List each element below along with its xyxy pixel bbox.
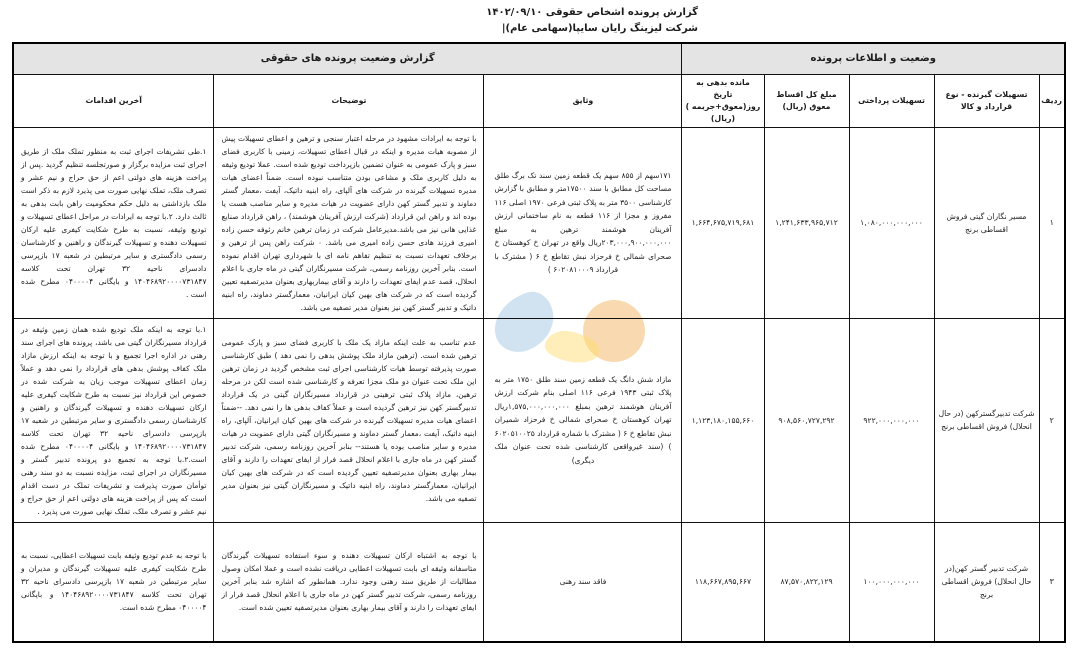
borrower-name: مسیر نگاران گیتی — [969, 211, 1027, 221]
group-header-legal-status: گزارش وضعیت پرونده های حقوقی — [13, 43, 682, 74]
last-actions-cell: با توجه به عدم تودیع وثیقه بابت تسهیلات اعطایی، نسبت به طرح شکایت کیفری علیه تسهیلات گیرندگان و مدیران و سایر مرتبطین در شعبه ۱۷ بازپرسی دادسرای ناحیه ۳۲ تهران تحت کلاسه ۱۴۰۴۶۸۹۲۰۰۰۰۷۳۱۸۴۷ و بایگانی ۰۴۰۰۰۰۴ مطرح شده است. — [13, 522, 214, 642]
paid-amount-cell: ۹۲۲,۰۰۰,۰۰۰,۰۰۰ — [849, 318, 934, 522]
col-header-comments: توضیحات — [214, 74, 484, 127]
borrower-name: شرکت تدبیر گستر کهن(در حال انحلال) — [944, 564, 1032, 587]
row-number-cell: ۳ — [1039, 522, 1065, 642]
borrower-cell — [934, 522, 1039, 642]
borrower-cell — [934, 127, 1039, 318]
overdue-installments-cell: ۱,۲۴۱,۶۳۳,۹۶۵,۷۱۲ — [764, 127, 849, 318]
contract-type: فروش اقساطی برنج — [946, 211, 1008, 234]
legal-cases-table — [12, 42, 1066, 643]
col-header-paid-facilities: تسهیلات پرداختی — [849, 74, 934, 127]
report-title: گزارش پرونده اشخاص حقوقی ۱۴۰۲/۰۹/۱۰ — [486, 7, 698, 18]
last-actions-cell: ۱.طی تشریفات اجرای ثبت به منظور تملک ملک از طریق اجرای ثبت مزایده برگزار و صورتجلسه تنظیم گردید .پس از پراخت هزینه های دولتی اعم از حق حراج و نیم عشر و تصرف ملک، تملک نهایی صورت می پذیرد لازم به ذکر است ملک بازداشتی به دلیل حکم محکومیت راهن بابت بدهی به ثالث دارد. ۲.با توجه به ایرادات در مراحل اعطای تسهیلات و تودیع وثیقه، نسبت به طرح شکایت کیفری علیه ارکان تسهیلات دهنده و تسهیلات گیرندگان و راهنین و کارشناسان رسمی دادگستری و سایر مرتبطین در شعبه ۱۷ بازپرسی دادسرای ناحیه ۳۲ تهران تحت کلاسه ۱۴۰۴۶۸۹۲۰۰۰۰۷۳۱۸۴۷ و بایگانی ۰۴۰۰۰۰۴ مطرح شده است . — [13, 127, 214, 318]
case-row-1 — [13, 127, 1065, 318]
group-header-case-info: وضعیت و اطلاعات پرونده — [682, 43, 1065, 74]
contract-type: فروش اقساطی برنج — [941, 577, 994, 600]
overdue-installments-cell: ۸۷,۵۷۰,۸۲۲,۱۲۹ — [764, 522, 849, 642]
company-name: شرکت لیزینگ رایان سایپا(سهامی عام)| — [501, 23, 698, 34]
col-header-collateral: وثایق — [484, 74, 682, 127]
col-header-borrower: تسهیلات گیرنده - نوع قرارداد و کالا — [934, 74, 1039, 127]
paid-amount-cell: ۱,۰۸۰,۰۰۰,۰۰۰,۰۰۰ — [849, 127, 934, 318]
comments-cell: عدم تناسب به علت اینکه مازاد یک ملک با کاربری فضای سبز و پارک عمومی ترهین شده است. (ترهین مازاد ملک پوشش بدهی را نمی دهد ) طبق کارشناسی صورت پذیرفته توسط هیات کارشناسی اجرای ثبت مشخص گردید در زمان ترهین این ملک تحت عنوان دو ملک مجزا تعرفه و کارشناسی شده است لکن در مرحله ترهین، مازاد پلاک ثبتی ترهینی در قرارداد مسیرنگاران گیتی در یک قرارداد تدبیرگستر کهن نیز ترهین گردیده است و عملاً کفاف بدهی ها را نمی دهد. --ضمناً اعضای هیات مدیره تسهیلات گیرنده در شرکت های بهین کیان ایرانیان، آلپای، راه ابنیه داتیک، آیفت ،معمار گستر دماوند و مسیرنگاران گیتی دارای عضویت در هیات مدیره و سایر مناصب بوده یا هستند-- بنابر آخرین روزنامه رسمی، شرکت تدبیر گستر کهن در ماه جاری با اعلام انحلال قصد فرار از ایفای تعهدات را دارند و آقای بیمار بهاری بعنوان مدیرتصفیه تعیین گردیده است که در شرکت های بهین کیان ایرانیان، معمارگستر دماوند، راه ابنیه داتیک و مسیرنگاران گیتی نیز بعنوان مدیر تصفیه می باشد. — [214, 318, 484, 522]
last-actions-cell: ۱.با توجه به اینکه ملک تودیع شده همان زمین وثیقه در قرارداد مسیرنگاران گیتی می باشد، پرونده های اجرای سند رهنی در اداره اجرا تجمیع و با توجه به اینکه ارزش مازاد ملک کفاف پوشش بدهی های قرارداد را نمی دهد و عملاً زمان اعطای تسهیلات موجب زیان به شرکت شده در خصوص این قرارداد نیز نسبت به طرح شکایت کیفری علیه ارکان تسهیلات دهنده و تسهیلات گیرندگان و راهنین و کارشناسان رسمی دادگستری و سایر مرتبطین در شعبه ۱۷ بازپرسی دادسرای ناحیه ۳۲ تهران تحت کلاسه ۱۴۰۴۶۸۹۲۰۰۰۰۷۳۱۸۴۷ و بایگانی ۰۴۰۰۰۰۴ مطرح شده است.۲.با توجه به تجمیع دو پرونده تدبیر گستر و مسیرنگاران در اجرای ثبت، مزایده نسبت به دو سند رهنی توأمان صورت پذیرفت و تشریفات تملک در دست اقدام است که پس از پراخت هزینه های دولتی اعم از حق حراج و نیم عشر و تصرف ملک، تملک نهایی صورت می پذیرد . — [13, 318, 214, 522]
contract-type: فروش اقساطی برنج — [941, 422, 1008, 431]
paid-amount-cell: ۱۰۰,۰۰۰,۰۰۰,۰۰۰ — [849, 522, 934, 642]
col-header-balance: مانده بدهی به تاریخ روز(معوق+جریمه ) (ریال) — [682, 74, 764, 127]
balance-cell: ۱,۱۲۳,۱۸۰,۱۵۵,۶۶۰ — [682, 318, 764, 522]
col-header-overdue-installments: مبلغ کل اقساط معوق (ریال) — [764, 74, 849, 127]
balance-cell: ۱۱۸,۶۶۷,۸۹۵,۶۶۷ — [682, 522, 764, 642]
borrower-name: شرکت تدبیرگسترکهن (در حال انحلال) — [938, 409, 1035, 431]
case-row-2 — [13, 318, 1065, 522]
comments-cell: با توجه به اشتباه ارکان تسهیلات دهنده و سوء استفاده تسهیلات گیرندگان متاسفانه وثیقه ای بابت تسهیلات اعطایی دریافت نشده است و عملا امکان وصول مطالبات از طریق سند رهنی وجود ندارد. همانطور که اشاره شد بنابر آخرین روزنامه رسمی، شرکت تدبیر گستر کهن در ماه جاری با اعلام انحلال قصد فرار از ایفای تعهدات را دارند و آقای بیمار بهاری بعنوان مدیرتصفیه تعیین شده است. — [214, 522, 484, 642]
group-header-row — [13, 43, 1065, 74]
col-header-last-actions: آخرین اقدامات — [13, 74, 214, 127]
balance-cell: ۱,۶۶۴,۶۷۵,۷۱۹,۶۸۱ — [682, 127, 764, 318]
borrower-cell — [934, 318, 1039, 522]
column-header-row — [13, 74, 1065, 127]
collateral-cell: مازاد شش دانگ یک قطعه زمین سند طلق ۱۷۵۰ متر به پلاک ثبتی ۱۹۴۳ فرعی ۱۱۶ اصلی بنام شرکت ارزش آفرینان هوشمند ترهین بمبلغ ۱,۵۷۵,۰۰۰,۰۰۰,۰۰۰ریال تهران کوهستان خ صحرای شمالی خ فرحزاد شمیران نبش تقاطع خ ۶ ( مشترک با شماره قرارداد ۶۰۲۰۵۱۰۰۲۵ ) (سند غیرواقعی کارشناسی شده تحت عنوان ملک دیگری) — [484, 318, 682, 522]
overdue-installments-cell: ۹۰۸,۵۶۰,۷۲۷,۲۹۲ — [764, 318, 849, 522]
collateral-cell: ۱۷۱سهم از ۸۵۵ سهم یک قطعه زمین سند تک برگ طلق مساحت کل مطابق با سند ۱۷۵۰۰متر و مطابق با گزارش کارشناسی ۳۵۰۰ متر به پلاک ثبتی فرعی ۱۹۷۰ اصلی ۱۱۶ مفروز و مجزا از ۱۱۶ قطعه به نام ساختمانی ارزش آفرینان هوشمند ترهین به مبلغ ۲۰۳,۰۰۰,۹۰۰,۰۰۰,۰۰۰ریال واقع در تهران خ کوهستان خ صحرای شمالی خ فرحزاد نبش تقاطع خ ۶ ( مشترک با قرارداد ۶۰۲۰۸۱۰۰۰۹ ) — [484, 127, 682, 318]
row-number-cell: ۲ — [1039, 318, 1065, 522]
comments-cell: با توجه به ایرادات مشهود در مرحله اعتبار سنجی و ترهین و اعطای تسهیلات پیش از مصوبه هیات مدیره و اینکه در قبال اعطای تسهیلات، زمینی با کاربری فضای سبز و پارک عمومی به عنوان تضمین بازپرداخت تودیع شده است. عملا تودیع وثیقه به دلیل کاربری ملک و مشاعی بودن متناسب نبوده است. ضمناً اعضای هیات مدیره تسهیلات گیرنده در شرکت های آلپای، راه ابنیه داتیک، آیفت ،معمار گستر دماوند و تدبیر گستر کهن دارای عضویت در هیات مدیره و سایر مناصب هست یا بوده اند و راهن این قرارداد (شرکت ارزش آفرینان هوشمند) ، راهن قرارداد صنایع غذایی هانی نیز می باشد.مدیرعامل شرکت در زمان ترهین خانم رئوفه حسن زاده امیری فرزند هادی حسن زاده امیری می باشد. ۰ شرکت راهن پس از ترهین و برخلاف تعهدات نسبت به تنظیم تفاهم نامه ای با شهرداری تهران اقدام نموده است. بنابر آخرین روزنامه رسمی، شرکت مسیرنگاران گیتی در ماه جاری با اعلام انحلال، قصد عدم ایفای تعهدات را دارند و آقای بیماربهاری بعنوان مدیرتصفیه تعیین گردیده است که در شرکت های بهین کیان ایرانیان، معمارگستر دماوند، راه ابنیه داتیک و تدبیر گستر کهن نیز بعنوان مدیر تصفیه می باشد. — [214, 127, 484, 318]
case-row-3 — [13, 522, 1065, 642]
col-header-row-number: ردیف — [1039, 74, 1065, 127]
row-number-cell: ۱ — [1039, 127, 1065, 318]
page-header — [486, 5, 698, 37]
collateral-cell: فاقد سند رهنی — [484, 522, 682, 642]
